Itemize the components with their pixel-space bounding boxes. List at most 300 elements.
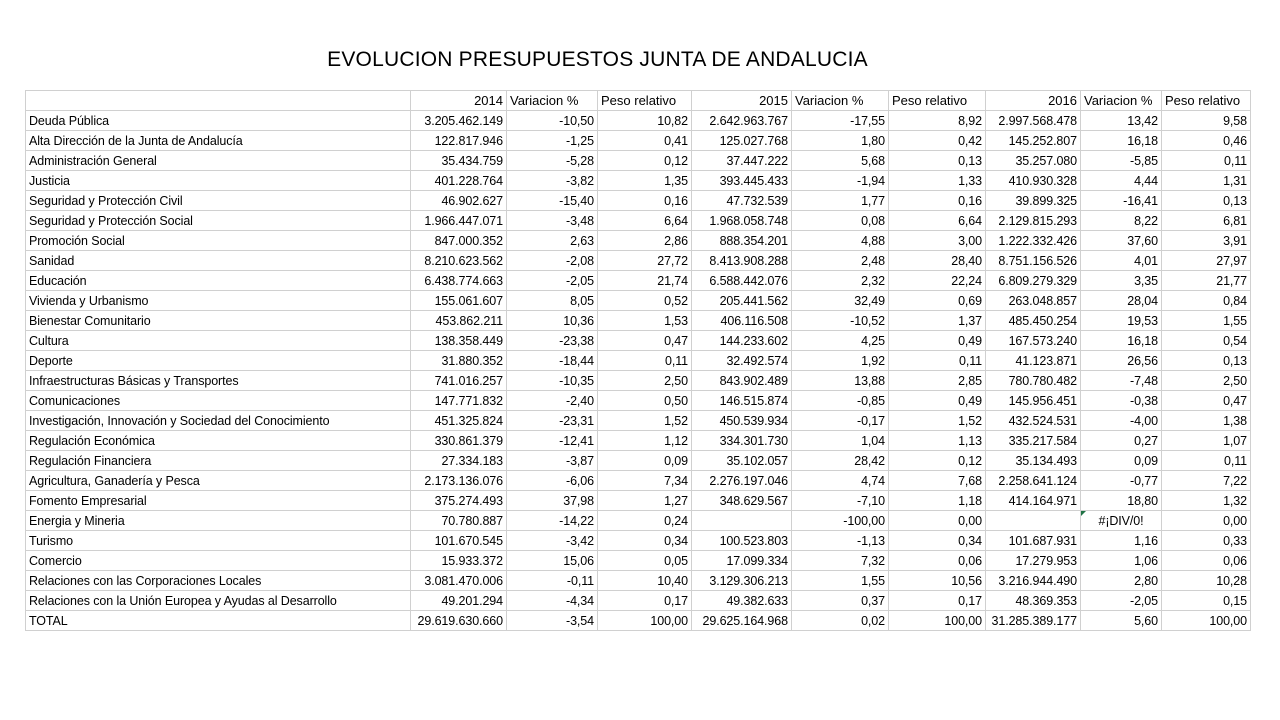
data-cell[interactable]: 145.956.451 — [986, 391, 1081, 411]
data-cell[interactable]: 17.099.334 — [692, 551, 792, 571]
data-cell[interactable]: -7,48 — [1081, 371, 1162, 391]
data-cell[interactable]: 27.334.183 — [411, 451, 507, 471]
data-cell[interactable]: 47.732.539 — [692, 191, 792, 211]
data-cell[interactable]: 7,22 — [1162, 471, 1251, 491]
data-cell[interactable]: 9,58 — [1162, 111, 1251, 131]
data-cell[interactable]: 0,13 — [889, 151, 986, 171]
data-cell[interactable]: 2,48 — [792, 251, 889, 271]
row-label[interactable]: Agricultura, Ganadería y Pesca — [26, 471, 411, 491]
data-cell[interactable]: 0,11 — [598, 351, 692, 371]
data-cell[interactable]: 2.129.815.293 — [986, 211, 1081, 231]
data-cell[interactable]: -15,40 — [507, 191, 598, 211]
table-row — [26, 291, 1251, 311]
data-cell[interactable]: 2,50 — [1162, 371, 1251, 391]
data-cell[interactable]: 6,81 — [1162, 211, 1251, 231]
row-label[interactable]: Regulación Financiera — [26, 451, 411, 471]
data-cell[interactable]: 28,42 — [792, 451, 889, 471]
row-label[interactable]: Seguridad y Protección Social — [26, 211, 411, 231]
table-row — [26, 551, 1251, 571]
data-cell[interactable]: 100,00 — [889, 611, 986, 631]
data-cell[interactable]: 122.817.946 — [411, 131, 507, 151]
table-row — [26, 511, 1251, 531]
data-cell[interactable]: 0,11 — [1162, 451, 1251, 471]
data-cell[interactable] — [986, 511, 1081, 531]
data-cell[interactable]: 0,50 — [598, 391, 692, 411]
data-cell[interactable]: 1,38 — [1162, 411, 1251, 431]
data-cell[interactable]: 0,42 — [889, 131, 986, 151]
row-label[interactable]: Energia y Mineria — [26, 511, 411, 531]
data-cell[interactable]: 5,68 — [792, 151, 889, 171]
data-cell[interactable]: 450.539.934 — [692, 411, 792, 431]
data-cell[interactable]: 1.222.332.426 — [986, 231, 1081, 251]
data-cell[interactable]: 41.123.871 — [986, 351, 1081, 371]
row-label[interactable]: Educación — [26, 271, 411, 291]
data-cell[interactable]: -12,41 — [507, 431, 598, 451]
data-cell[interactable]: -14,22 — [507, 511, 598, 531]
data-cell[interactable]: 2.642.963.767 — [692, 111, 792, 131]
data-cell[interactable]: 1,77 — [792, 191, 889, 211]
data-cell[interactable]: 3,91 — [1162, 231, 1251, 251]
data-cell[interactable]: 1,55 — [1162, 311, 1251, 331]
data-cell[interactable]: 18,80 — [1081, 491, 1162, 511]
page-title: EVOLUCION PRESUPUESTOS JUNTA DE ANDALUCIA — [327, 48, 868, 71]
data-cell[interactable]: 37,98 — [507, 491, 598, 511]
table-row — [26, 491, 1251, 511]
data-cell[interactable]: 453.862.211 — [411, 311, 507, 331]
row-label[interactable]: Deporte — [26, 351, 411, 371]
data-cell[interactable]: 100,00 — [598, 611, 692, 631]
data-cell[interactable]: -2,08 — [507, 251, 598, 271]
data-cell[interactable]: 1,33 — [889, 171, 986, 191]
data-cell[interactable]: 70.780.887 — [411, 511, 507, 531]
table-row — [26, 531, 1251, 551]
data-cell[interactable]: -3,54 — [507, 611, 598, 631]
data-cell[interactable]: 2,85 — [889, 371, 986, 391]
row-label[interactable]: Comercio — [26, 551, 411, 571]
data-cell[interactable]: 4,74 — [792, 471, 889, 491]
data-cell[interactable]: 6,64 — [889, 211, 986, 231]
data-cell[interactable]: -10,35 — [507, 371, 598, 391]
data-cell[interactable]: 15.933.372 — [411, 551, 507, 571]
data-cell[interactable]: 8.751.156.526 — [986, 251, 1081, 271]
data-cell[interactable]: 263.048.857 — [986, 291, 1081, 311]
data-cell[interactable]: 0,16 — [598, 191, 692, 211]
data-cell[interactable]: -1,13 — [792, 531, 889, 551]
table-row — [26, 191, 1251, 211]
data-cell[interactable]: 1,27 — [598, 491, 692, 511]
data-cell[interactable]: 2,32 — [792, 271, 889, 291]
data-cell[interactable]: 21,77 — [1162, 271, 1251, 291]
data-cell[interactable]: 29.625.164.968 — [692, 611, 792, 631]
data-cell[interactable]: 101.670.545 — [411, 531, 507, 551]
data-cell[interactable]: 0,49 — [889, 331, 986, 351]
data-cell[interactable]: -0,17 — [792, 411, 889, 431]
data-cell[interactable]: -2,40 — [507, 391, 598, 411]
data-cell[interactable]: 101.687.931 — [986, 531, 1081, 551]
data-cell[interactable]: 401.228.764 — [411, 171, 507, 191]
data-cell[interactable]: 2.276.197.046 — [692, 471, 792, 491]
data-cell[interactable]: 0,33 — [1162, 531, 1251, 551]
data-cell[interactable]: 1,32 — [1162, 491, 1251, 511]
data-cell[interactable]: 0,27 — [1081, 431, 1162, 451]
data-cell[interactable]: -0,77 — [1081, 471, 1162, 491]
data-cell[interactable]: 32.492.574 — [692, 351, 792, 371]
table-row — [26, 211, 1251, 231]
data-cell[interactable]: 3,35 — [1081, 271, 1162, 291]
data-cell[interactable]: 8,05 — [507, 291, 598, 311]
data-cell[interactable]: 0,15 — [1162, 591, 1251, 611]
data-cell[interactable]: -100,00 — [792, 511, 889, 531]
table-row — [26, 171, 1251, 191]
data-cell[interactable]: -18,44 — [507, 351, 598, 371]
data-cell[interactable]: 125.027.768 — [692, 131, 792, 151]
data-cell[interactable]: 13,42 — [1081, 111, 1162, 131]
data-cell[interactable]: 19,53 — [1081, 311, 1162, 331]
data-cell[interactable]: -2,05 — [1081, 591, 1162, 611]
data-cell[interactable]: 205.441.562 — [692, 291, 792, 311]
data-cell[interactable]: 0,47 — [598, 331, 692, 351]
data-cell[interactable]: 37,60 — [1081, 231, 1162, 251]
table-row — [26, 391, 1251, 411]
data-cell[interactable]: 49.201.294 — [411, 591, 507, 611]
data-cell[interactable]: 6,64 — [598, 211, 692, 231]
data-cell[interactable]: -5,85 — [1081, 151, 1162, 171]
data-cell[interactable]: 28,40 — [889, 251, 986, 271]
data-cell[interactable]: -4,34 — [507, 591, 598, 611]
data-cell[interactable]: -1,25 — [507, 131, 598, 151]
column-header-6[interactable]: Peso relativo — [889, 91, 986, 111]
table-row — [26, 371, 1251, 391]
data-cell[interactable]: 0,69 — [889, 291, 986, 311]
row-label[interactable]: Infraestructuras Básicas y Transportes — [26, 371, 411, 391]
data-cell[interactable]: 888.354.201 — [692, 231, 792, 251]
row-label[interactable]: Seguridad y Protección Civil — [26, 191, 411, 211]
data-cell[interactable]: 0,24 — [598, 511, 692, 531]
data-cell[interactable]: 0,13 — [1162, 351, 1251, 371]
data-cell[interactable]: 100,00 — [1162, 611, 1251, 631]
table-row — [26, 311, 1251, 331]
data-cell[interactable]: -0,11 — [507, 571, 598, 591]
data-cell[interactable]: 1,31 — [1162, 171, 1251, 191]
data-cell[interactable]: -10,50 — [507, 111, 598, 131]
data-cell[interactable]: 13,88 — [792, 371, 889, 391]
data-cell[interactable]: 145.252.807 — [986, 131, 1081, 151]
row-label[interactable]: Promoción Social — [26, 231, 411, 251]
row-label[interactable]: Relaciones con la Unión Europea y Ayudas al Desarrollo — [26, 591, 411, 611]
data-cell[interactable]: 2.258.641.124 — [986, 471, 1081, 491]
data-cell[interactable]: 46.902.627 — [411, 191, 507, 211]
data-cell[interactable]: 0,49 — [889, 391, 986, 411]
data-cell[interactable]: 0,02 — [792, 611, 889, 631]
row-label[interactable]: TOTAL — [26, 611, 411, 631]
data-cell[interactable]: 37.447.222 — [692, 151, 792, 171]
data-cell[interactable]: 28,04 — [1081, 291, 1162, 311]
data-cell[interactable]: 48.369.353 — [986, 591, 1081, 611]
data-cell[interactable]: 0,06 — [889, 551, 986, 571]
data-cell[interactable]: 1,35 — [598, 171, 692, 191]
table-row — [26, 131, 1251, 151]
data-cell[interactable]: -3,82 — [507, 171, 598, 191]
column-header-8[interactable]: Variacion % — [1081, 91, 1162, 111]
data-cell[interactable]: 0,12 — [598, 151, 692, 171]
data-cell[interactable]: 3.205.462.149 — [411, 111, 507, 131]
data-cell[interactable]: -3,48 — [507, 211, 598, 231]
row-label[interactable]: Sanidad — [26, 251, 411, 271]
row-label[interactable]: Vivienda y Urbanismo — [26, 291, 411, 311]
table-body — [26, 111, 1251, 631]
row-label[interactable]: Fomento Empresarial — [26, 491, 411, 511]
data-cell[interactable]: 485.450.254 — [986, 311, 1081, 331]
data-cell[interactable]: 3.216.944.490 — [986, 571, 1081, 591]
table-row — [26, 571, 1251, 591]
data-cell[interactable]: 0,37 — [792, 591, 889, 611]
data-cell[interactable]: 0,34 — [598, 531, 692, 551]
data-cell[interactable]: 847.000.352 — [411, 231, 507, 251]
data-cell[interactable]: 31.285.389.177 — [986, 611, 1081, 631]
row-label[interactable]: Relaciones con las Corporaciones Locales — [26, 571, 411, 591]
table-row — [26, 591, 1251, 611]
data-cell[interactable]: 741.016.257 — [411, 371, 507, 391]
table-row — [26, 411, 1251, 431]
data-cell[interactable]: 4,44 — [1081, 171, 1162, 191]
table-row — [26, 611, 1251, 631]
data-cell[interactable]: 35.434.759 — [411, 151, 507, 171]
data-cell[interactable]: 1,80 — [792, 131, 889, 151]
data-cell[interactable]: 1,13 — [889, 431, 986, 451]
table-row — [26, 111, 1251, 131]
data-cell[interactable]: 6.809.279.329 — [986, 271, 1081, 291]
data-cell[interactable]: 0,11 — [889, 351, 986, 371]
table-row — [26, 231, 1251, 251]
data-cell[interactable]: 155.061.607 — [411, 291, 507, 311]
column-header-5[interactable]: Variacion % — [792, 91, 889, 111]
data-cell[interactable]: 0,00 — [889, 511, 986, 531]
data-cell[interactable]: 0,52 — [598, 291, 692, 311]
data-cell[interactable]: 39.899.325 — [986, 191, 1081, 211]
data-cell[interactable]: 4,25 — [792, 331, 889, 351]
data-cell[interactable]: 35.257.080 — [986, 151, 1081, 171]
data-cell[interactable]: 6.438.774.663 — [411, 271, 507, 291]
data-cell[interactable]: -3,87 — [507, 451, 598, 471]
data-cell[interactable]: 16,18 — [1081, 131, 1162, 151]
data-cell[interactable]: 8,22 — [1081, 211, 1162, 231]
data-cell[interactable]: 7,34 — [598, 471, 692, 491]
row-label[interactable]: Alta Dirección de la Junta de Andalucía — [26, 131, 411, 151]
table-row — [26, 351, 1251, 371]
row-label[interactable]: Justicia — [26, 171, 411, 191]
data-cell[interactable]: 2,80 — [1081, 571, 1162, 591]
data-cell[interactable]: 0,16 — [889, 191, 986, 211]
data-cell[interactable]: 0,17 — [598, 591, 692, 611]
data-cell[interactable]: -23,31 — [507, 411, 598, 431]
data-cell[interactable]: 27,72 — [598, 251, 692, 271]
data-cell[interactable]: 146.515.874 — [692, 391, 792, 411]
column-header-0[interactable] — [26, 91, 411, 111]
data-cell[interactable]: 393.445.433 — [692, 171, 792, 191]
data-cell[interactable]: 0,47 — [1162, 391, 1251, 411]
data-cell[interactable]: 1.966.447.071 — [411, 211, 507, 231]
column-header-3[interactable]: Peso relativo — [598, 91, 692, 111]
data-cell[interactable]: 2,50 — [598, 371, 692, 391]
data-cell[interactable]: 8.413.908.288 — [692, 251, 792, 271]
data-cell[interactable]: 348.629.567 — [692, 491, 792, 511]
data-cell[interactable]: 8.210.623.562 — [411, 251, 507, 271]
column-header-1[interactable]: 2014 — [411, 91, 507, 111]
data-cell[interactable]: 0,08 — [792, 211, 889, 231]
data-cell[interactable]: 15,06 — [507, 551, 598, 571]
data-cell[interactable]: 780.780.482 — [986, 371, 1081, 391]
data-cell[interactable]: 0,54 — [1162, 331, 1251, 351]
data-cell[interactable]: 21,74 — [598, 271, 692, 291]
table-row — [26, 151, 1251, 171]
data-cell[interactable]: 4,88 — [792, 231, 889, 251]
table-row — [26, 251, 1251, 271]
data-cell[interactable]: 1,52 — [598, 411, 692, 431]
row-label[interactable]: Regulación Económica — [26, 431, 411, 451]
column-header-4[interactable]: 2015 — [692, 91, 792, 111]
data-cell[interactable]: 10,82 — [598, 111, 692, 131]
data-cell[interactable]: 7,32 — [792, 551, 889, 571]
data-cell[interactable]: 26,56 — [1081, 351, 1162, 371]
data-cell[interactable]: -3,42 — [507, 531, 598, 551]
row-label[interactable]: Deuda Pública — [26, 111, 411, 131]
data-cell[interactable]: -2,05 — [507, 271, 598, 291]
data-cell[interactable]: 29.619.630.660 — [411, 611, 507, 631]
data-cell[interactable]: 0,09 — [1081, 451, 1162, 471]
data-cell[interactable]: 451.325.824 — [411, 411, 507, 431]
row-label[interactable]: Bienestar Comunitario — [26, 311, 411, 331]
data-cell[interactable]: 16,18 — [1081, 331, 1162, 351]
data-cell[interactable]: 27,97 — [1162, 251, 1251, 271]
data-cell[interactable]: 375.274.493 — [411, 491, 507, 511]
data-cell[interactable]: 406.116.508 — [692, 311, 792, 331]
data-cell[interactable]: 8,92 — [889, 111, 986, 131]
data-cell[interactable]: 3,00 — [889, 231, 986, 251]
data-cell[interactable]: 3.129.306.213 — [692, 571, 792, 591]
data-cell[interactable]: 5,60 — [1081, 611, 1162, 631]
data-cell[interactable]: 138.358.449 — [411, 331, 507, 351]
data-cell[interactable]: 0,17 — [889, 591, 986, 611]
data-cell[interactable]: 49.382.633 — [692, 591, 792, 611]
column-header-2[interactable]: Variacion % — [507, 91, 598, 111]
data-cell[interactable]: 1,07 — [1162, 431, 1251, 451]
data-cell[interactable]: 432.524.531 — [986, 411, 1081, 431]
row-label[interactable]: Comunicaciones — [26, 391, 411, 411]
data-cell[interactable]: 22,24 — [889, 271, 986, 291]
table-row — [26, 451, 1251, 471]
data-cell[interactable]: 1,55 — [792, 571, 889, 591]
column-header-9[interactable]: Peso relativo — [1162, 91, 1251, 111]
data-cell[interactable]: 1,52 — [889, 411, 986, 431]
data-cell[interactable]: 6.588.442.076 — [692, 271, 792, 291]
budget-table — [25, 90, 1251, 631]
row-label[interactable]: Administración General — [26, 151, 411, 171]
data-cell[interactable]: 0,09 — [598, 451, 692, 471]
header-row — [26, 91, 1251, 111]
data-cell[interactable]: 0,12 — [889, 451, 986, 471]
row-label[interactable]: Investigación, Innovación y Sociedad del Conocimiento — [26, 411, 411, 431]
data-cell[interactable]: 144.233.602 — [692, 331, 792, 351]
data-cell[interactable]: 167.573.240 — [986, 331, 1081, 351]
data-cell[interactable]: -0,85 — [792, 391, 889, 411]
data-cell[interactable]: 1,37 — [889, 311, 986, 331]
data-cell[interactable]: -17,55 — [792, 111, 889, 131]
data-cell[interactable]: 0,06 — [1162, 551, 1251, 571]
data-cell[interactable]: 0,84 — [1162, 291, 1251, 311]
data-cell[interactable]: 7,68 — [889, 471, 986, 491]
table-header — [26, 91, 1251, 111]
data-cell[interactable]: 1,92 — [792, 351, 889, 371]
data-cell[interactable]: 335.217.584 — [986, 431, 1081, 451]
data-cell[interactable] — [692, 511, 792, 531]
data-cell[interactable]: -16,41 — [1081, 191, 1162, 211]
data-cell[interactable]: 31.880.352 — [411, 351, 507, 371]
data-cell[interactable]: 1,04 — [792, 431, 889, 451]
column-header-7[interactable]: 2016 — [986, 91, 1081, 111]
data-cell[interactable]: 0,46 — [1162, 131, 1251, 151]
data-cell[interactable]: 2.173.136.076 — [411, 471, 507, 491]
table-row — [26, 471, 1251, 491]
data-cell[interactable]: 147.771.832 — [411, 391, 507, 411]
data-cell[interactable]: 32,49 — [792, 291, 889, 311]
data-cell[interactable]: -23,38 — [507, 331, 598, 351]
data-cell[interactable]: 17.279.953 — [986, 551, 1081, 571]
data-cell[interactable]: -4,00 — [1081, 411, 1162, 431]
data-cell[interactable]: 3.081.470.006 — [411, 571, 507, 591]
data-cell[interactable]: 410.930.328 — [986, 171, 1081, 191]
data-cell[interactable]: -5,28 — [507, 151, 598, 171]
data-cell[interactable]: -7,10 — [792, 491, 889, 511]
data-cell[interactable]: 10,36 — [507, 311, 598, 331]
data-cell[interactable]: 1,12 — [598, 431, 692, 451]
table-row — [26, 431, 1251, 451]
data-cell[interactable]: 2,63 — [507, 231, 598, 251]
data-cell[interactable]: -6,06 — [507, 471, 598, 491]
data-cell[interactable]: 1,06 — [1081, 551, 1162, 571]
data-cell[interactable]: 1,53 — [598, 311, 692, 331]
data-cell[interactable]: 330.861.379 — [411, 431, 507, 451]
data-cell[interactable]: 10,28 — [1162, 571, 1251, 591]
row-label[interactable]: Turismo — [26, 531, 411, 551]
data-cell[interactable]: -10,52 — [792, 311, 889, 331]
data-cell[interactable]: #¡DIV/0! — [1081, 511, 1162, 531]
data-cell[interactable]: -0,38 — [1081, 391, 1162, 411]
data-cell[interactable]: 2.997.568.478 — [986, 111, 1081, 131]
data-cell[interactable]: 1,18 — [889, 491, 986, 511]
table-row — [26, 271, 1251, 291]
data-cell[interactable]: 10,56 — [889, 571, 986, 591]
data-cell[interactable]: 100.523.803 — [692, 531, 792, 551]
data-cell[interactable]: 35.102.057 — [692, 451, 792, 471]
data-cell[interactable]: 843.902.489 — [692, 371, 792, 391]
data-cell[interactable]: 414.164.971 — [986, 491, 1081, 511]
data-cell[interactable]: 0,05 — [598, 551, 692, 571]
data-cell[interactable]: 35.134.493 — [986, 451, 1081, 471]
data-cell[interactable]: 1.968.058.748 — [692, 211, 792, 231]
data-cell[interactable]: 0,00 — [1162, 511, 1251, 531]
data-cell[interactable]: 0,34 — [889, 531, 986, 551]
data-cell[interactable]: 0,13 — [1162, 191, 1251, 211]
data-cell[interactable]: 0,41 — [598, 131, 692, 151]
data-cell[interactable]: 0,11 — [1162, 151, 1251, 171]
data-cell[interactable]: -1,94 — [792, 171, 889, 191]
data-cell[interactable]: 1,16 — [1081, 531, 1162, 551]
data-cell[interactable]: 334.301.730 — [692, 431, 792, 451]
row-label[interactable]: Cultura — [26, 331, 411, 351]
data-cell[interactable]: 2,86 — [598, 231, 692, 251]
data-cell[interactable]: 10,40 — [598, 571, 692, 591]
data-cell[interactable]: 4,01 — [1081, 251, 1162, 271]
